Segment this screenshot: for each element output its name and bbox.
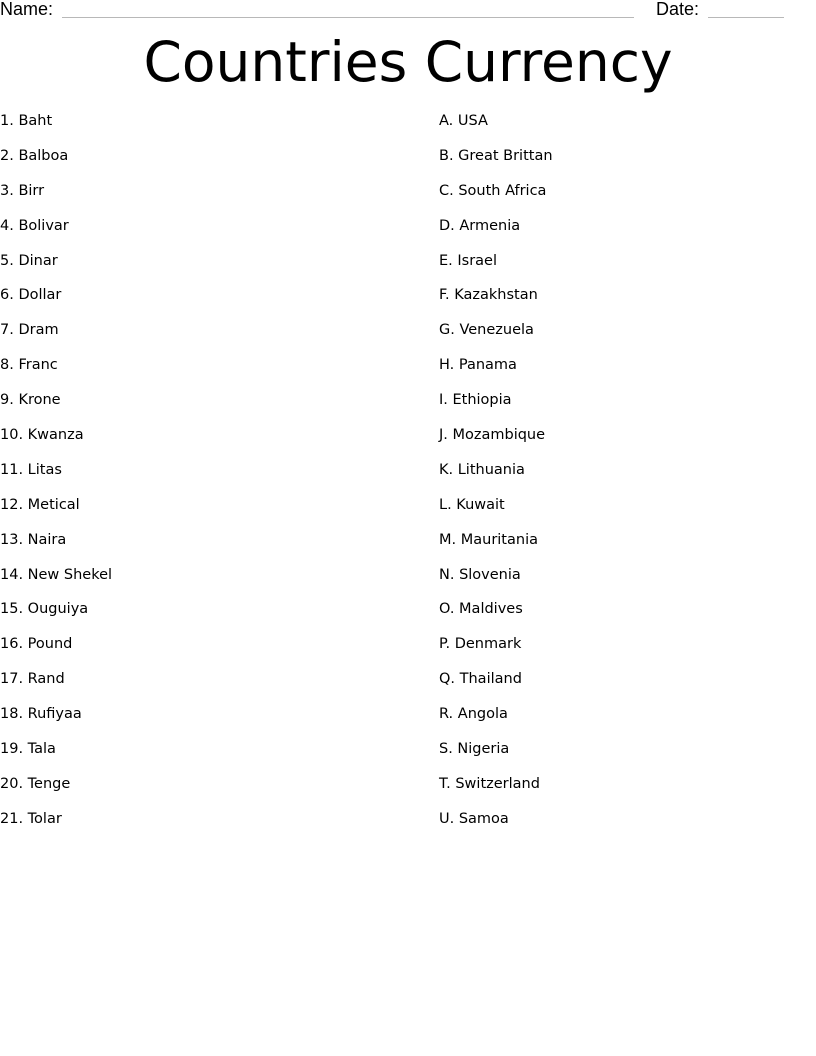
term-item: 19. Tala <box>0 741 56 758</box>
answer-item: A. USA <box>439 113 488 129</box>
term-item: 21. Tolar <box>0 810 62 827</box>
answer-item: F. Kazakhstan <box>439 287 538 304</box>
term-item: 18. Rufiyaa <box>0 706 82 723</box>
term-item: 6. Dollar <box>0 287 62 304</box>
term-item: 11. Litas <box>0 461 62 478</box>
answer-item: S. Nigeria <box>439 741 510 758</box>
answer-item: D. Armenia <box>439 217 521 234</box>
name-label: Name: <box>0 0 54 19</box>
answer-item: H. Panama <box>439 357 517 374</box>
term-item: 15. Ouguiya <box>0 601 89 618</box>
terms-list <box>0 110 400 843</box>
answer-item: O. Maldives <box>439 601 523 618</box>
term-item: 2. Balboa <box>0 147 69 164</box>
name-blank-line <box>62 17 634 18</box>
worksheet-header <box>0 0 816 22</box>
term-item: 5. Dinar <box>0 252 58 269</box>
answer-item: B. Great Brittan <box>439 147 553 164</box>
answer-item: U. Samoa <box>439 810 509 827</box>
term-item: 14. New Shekel <box>0 566 113 583</box>
answer-item: P. Denmark <box>439 636 522 653</box>
answer-item: I. Ethiopia <box>439 392 512 409</box>
answer-item: Q. Thailand <box>439 671 522 688</box>
answer-item: C. South Africa <box>439 182 547 199</box>
term-item: 16. Pound <box>0 636 73 653</box>
term-item: 1. Baht <box>0 113 53 129</box>
answer-item: R. Angola <box>439 706 508 723</box>
answer-item: K. Lithuania <box>439 461 525 478</box>
answer-item: T. Switzerland <box>439 775 540 792</box>
answer-item: G. Venezuela <box>439 322 534 339</box>
term-item: 4. Bolivar <box>0 217 69 234</box>
term-item: 9. Krone <box>0 392 61 409</box>
term-item: 3. Birr <box>0 182 45 199</box>
term-item: 17. Rand <box>0 671 65 688</box>
answer-item: E. Israel <box>439 252 498 269</box>
answers-list <box>439 110 809 843</box>
term-item: 13. Naira <box>0 531 67 548</box>
term-item: 12. Metical <box>0 496 80 513</box>
answer-item: J. Mozambique <box>439 427 546 444</box>
answer-item: M. Mauritania <box>439 531 538 548</box>
term-item: 8. Franc <box>0 357 58 374</box>
date-blank-line <box>708 17 784 18</box>
date-label: Date: <box>656 0 700 19</box>
answer-item: N. Slovenia <box>439 566 521 583</box>
page-title: Countries Currency <box>143 30 673 94</box>
term-item: 7. Dram <box>0 322 59 339</box>
term-item: 20. Tenge <box>0 775 71 792</box>
term-item: 10. Kwanza <box>0 427 84 444</box>
answer-item: L. Kuwait <box>439 496 505 513</box>
